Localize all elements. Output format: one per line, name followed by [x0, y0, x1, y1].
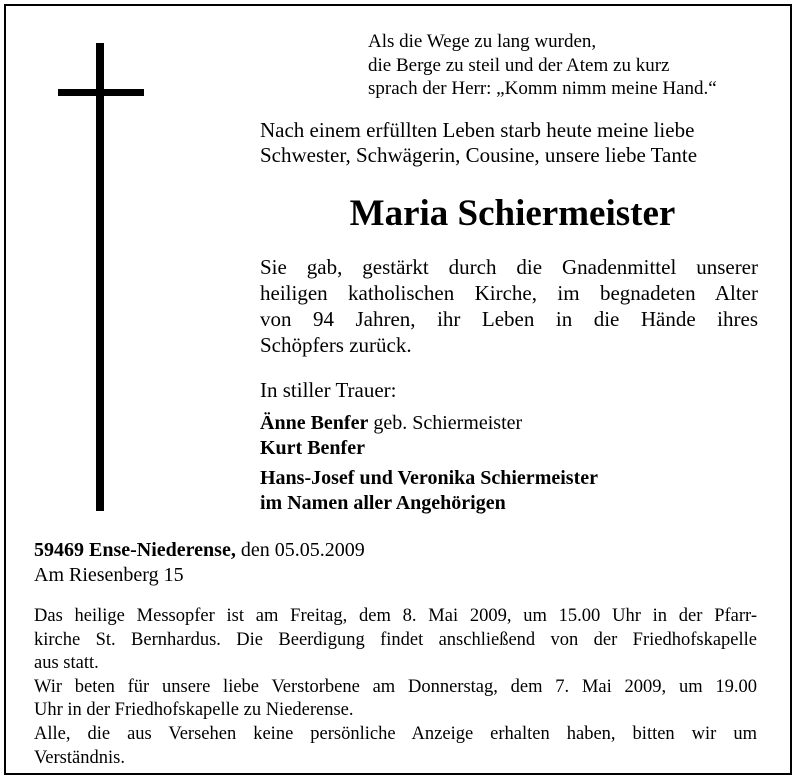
notes-line: aus statt. [34, 653, 99, 674]
poem-line: die Berge zu steil und der Atem zu kurz [368, 54, 670, 76]
notes-line: Alle, die aus Versehen keine persönliche Anzeige erhalten haben, bitten wir um [34, 723, 757, 744]
mourner-4: im Namen aller Angehörigen [260, 492, 506, 514]
cross-icon-bar [58, 89, 144, 96]
place-date [34, 538, 365, 563]
poem-line: sprach der Herr: „Komm nimm meine Hand.“ [368, 78, 717, 99]
body-text [260, 254, 758, 358]
intro-line: Nach einem erfüllten Leben starb heute meine liebe [260, 118, 695, 142]
body-line: Schöpfers zurück. [260, 333, 412, 357]
notes [34, 605, 757, 770]
body-line: heiligen katholischen Kirche, im begnadeten Alter [260, 281, 758, 305]
notes-line: Uhr in der Friedhofskapelle zu Niederense. [34, 700, 354, 721]
body-line: Sie gab, gestärkt durch die Gnadenmittel unserer [260, 255, 758, 279]
date: den 05.05.2009 [235, 539, 365, 561]
mourner-2: Kurt Benfer [260, 437, 365, 459]
mourner-1-name: Änne Benfer [260, 412, 369, 434]
mourner-1 [260, 410, 522, 436]
deceased-name: Maria Schiermeister [349, 193, 676, 234]
notes-line: Wir beten für unsere liebe Verstorbene am Donnerstag, dem 7. Mai 2009, um 19.00 [34, 676, 757, 697]
poem-line: Als die Wege zu lang wurden, [368, 31, 597, 52]
notes-line: Das heilige Messopfer ist am Freitag, dem 8. Mai 2009, um 15.00 Uhr in der Pfarr- [34, 606, 757, 626]
body-line: von 94 Jahren, ihr Leben in die Hände ihres [260, 307, 758, 331]
mourning-label: In stiller Trauer: [260, 378, 397, 402]
place: 59469 Ense-Niederense, [34, 539, 236, 561]
mourner-1-suffix: geb. Schiermeister [368, 412, 523, 434]
poem [368, 30, 717, 101]
notes-line: Verständnis. [34, 747, 125, 768]
intro-text [260, 118, 697, 168]
address: Am Riesenberg 15 [34, 564, 184, 586]
cross-icon [96, 43, 104, 511]
intro-line: Schwester, Schwägerin, Cousine, unsere liebe Tante [260, 143, 698, 167]
notes-line: kirche St. Bernhardus. Die Beerdigung findet anschließend von der Friedhofskapelle [34, 629, 757, 650]
mourner-3: Hans-Josef und Veronika Schiermeister [260, 467, 598, 489]
